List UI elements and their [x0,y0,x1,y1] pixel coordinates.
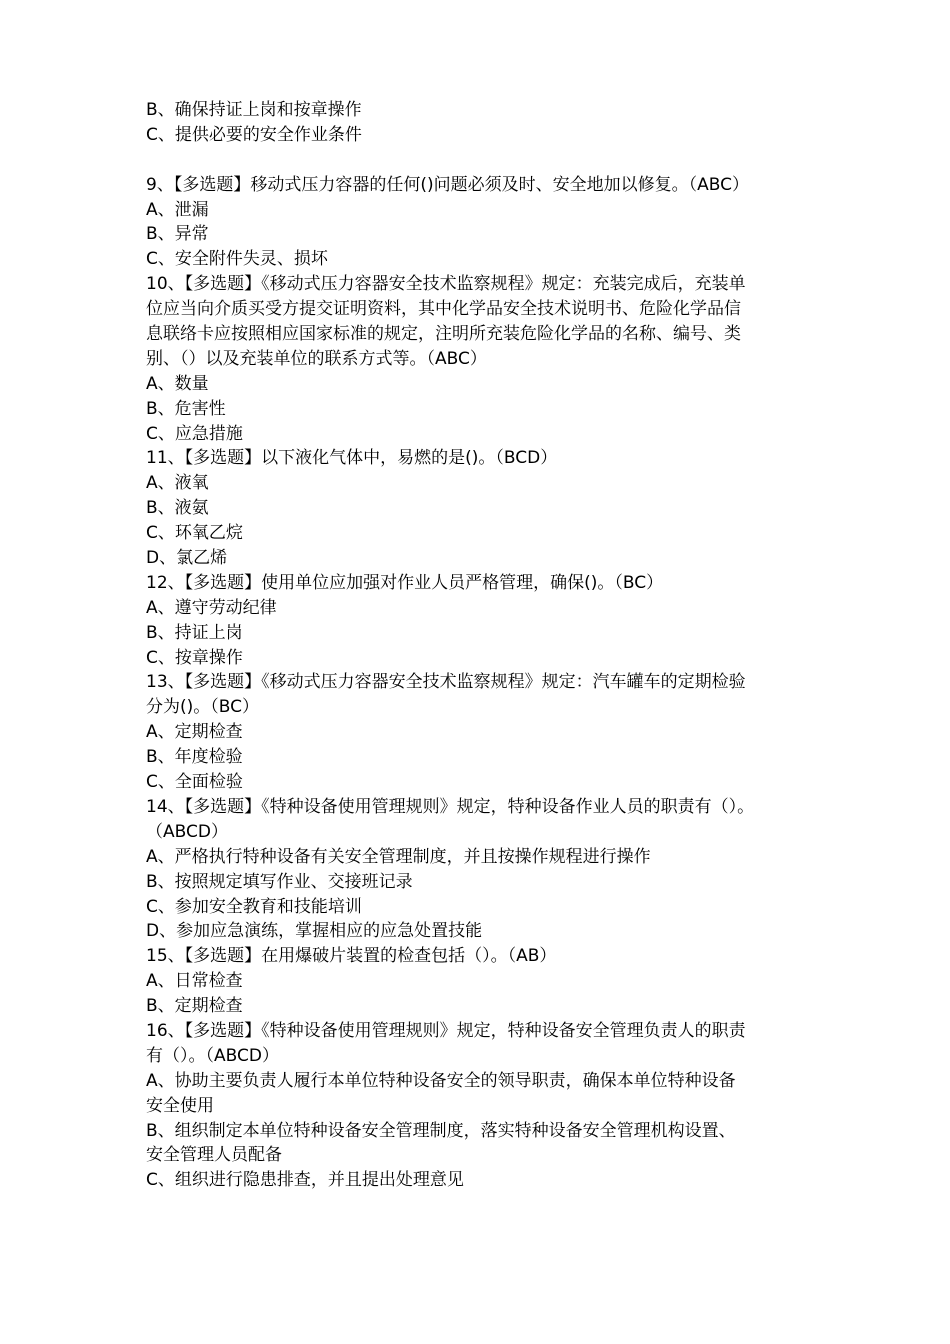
question-text: 10、【多选题】《移动式压力容器安全技术监察规程》规定：充装完成后，充装单 [146,274,746,295]
option-text: B、异常 [146,224,209,245]
text-line: （ABCD） [146,821,228,842]
blank-line [146,148,816,173]
option-text: C、提供必要的安全作业条件 [146,124,362,145]
option-text: B、液氨 [146,498,209,519]
option-text: C、全面检验 [146,772,243,793]
option-text: B、危害性 [146,398,226,419]
option-text: D、氯乙烯 [146,548,228,569]
option-text: C、安全附件失灵、损坏 [146,249,328,270]
text-line: 别、（）以及充装单位的联系方式等。（ABC） [146,348,487,369]
document-body [146,98,816,1193]
text-line: 位应当向介质买受方提交证明资料，其中化学品安全技术说明书、危险化学品信 [146,299,741,320]
question-text: 11、【多选题】以下液化气体中，易燃的是()。（BCD） [146,448,558,469]
option-text: C、组织进行隐患排查，并且提出处理意见 [146,1170,464,1191]
option-text: A、协助主要负责人履行本单位特种设备安全的领导职责，确保本单位特种设备 [146,1070,736,1091]
question-text: 16、【多选题】《特种设备使用管理规则》规定，特种设备安全管理负责人的职责 [146,1020,746,1041]
option-text: B、定期检查 [146,996,243,1017]
text-line: 安全使用 [146,1095,214,1116]
option-text: A、严格执行特种设备有关安全管理制度，并且按操作规程进行操作 [146,846,651,867]
option-text: B、年度检验 [146,747,243,768]
text-line: 有（）。（ABCD） [146,1045,279,1066]
question-text: 14、【多选题】《特种设备使用管理规则》规定，特种设备作业人员的职责有（）。 [146,796,755,817]
option-text: A、液氧 [146,473,209,494]
option-text: A、日常检查 [146,971,243,992]
option-text: B、确保持证上岗和按章操作 [146,100,362,120]
question-text: 12、【多选题】使用单位应加强对作业人员严格管理，确保()。（BC） [146,572,664,593]
option-text: A、泄漏 [146,199,209,220]
option-text: B、持证上岗 [146,622,243,643]
option-text: B、组织制定本单位特种设备安全管理制度，落实特种设备安全管理机构设置、 [146,1120,736,1141]
option-text: C、应急措施 [146,423,243,444]
text-line: 息联络卡应按照相应国家标准的规定，注明所充装危险化学品的名称、编号、类 [146,324,741,345]
option-text: C、参加安全教育和技能培训 [146,896,362,917]
text-line: 安全管理人员配备 [146,1145,282,1166]
option-text: C、按章操作 [146,647,243,668]
option-text: B、按照规定填写作业、交接班记录 [146,871,413,892]
option-text: A、遵守劳动纪律 [146,597,277,618]
question-text: 13、【多选题】《移动式压力容器安全技术监察规程》规定：汽车罐车的定期检验 [146,672,746,693]
question-text: 9、【多选题】移动式压力容器的任何()问题必须及时、安全地加以修复。（ABC） [146,174,749,195]
option-text: A、数量 [146,373,209,394]
question-text: 15、【多选题】在用爆破片装置的检查包括（）。（AB） [146,946,557,967]
text-line: 分为()。（BC） [146,697,259,718]
option-text: D、参加应急演练，掌握相应的应急处置技能 [146,921,483,942]
option-text: C、环氧乙烷 [146,523,243,544]
option-text: A、定期检查 [146,722,243,743]
